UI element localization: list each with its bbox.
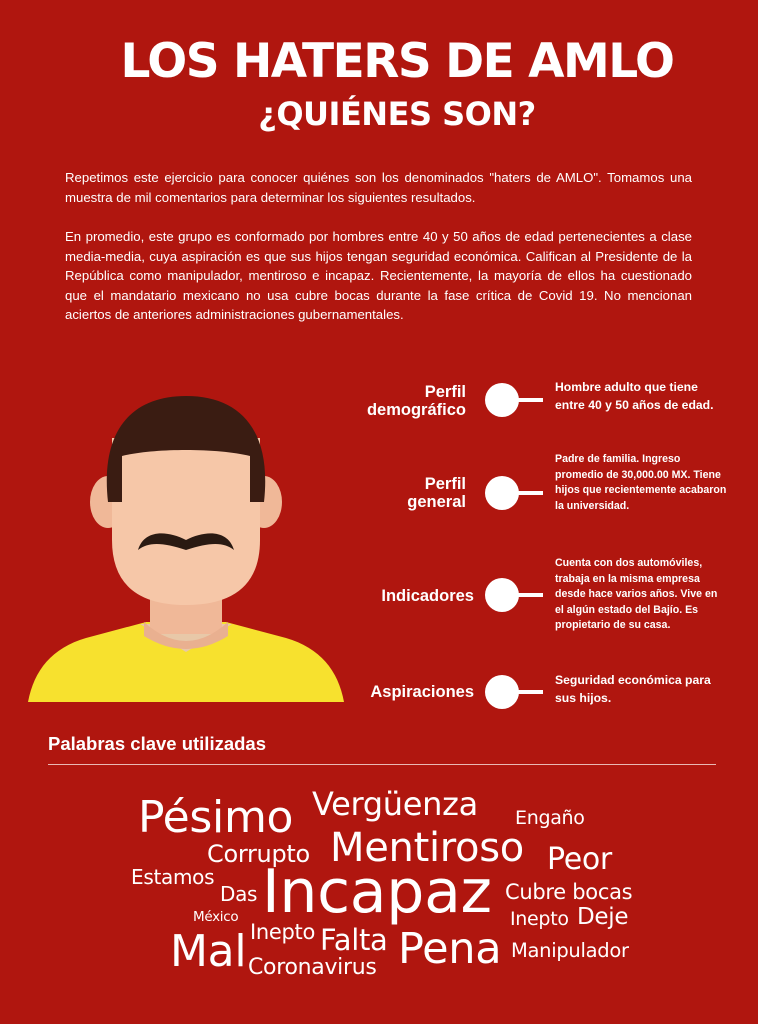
keyword-inepto-1: Inepto <box>510 908 569 930</box>
keyword-incapaz: Incapaz <box>262 857 492 927</box>
keyword-peor: Peor <box>547 842 612 877</box>
keyword-falta: Falta <box>320 923 388 957</box>
keyword-mexico: México <box>193 909 239 925</box>
profile-indicators-marker-icon <box>485 578 543 612</box>
profile-demographic-label-line2: demográfico <box>366 401 466 419</box>
keyword-pesimo: Pésimo <box>138 792 294 843</box>
intro-paragraph-2: En promedio, este grupo es conformado por hombres entre 40 y 50 años de edad pertenecientes a clase media-media, cuya aspiración es que sus hijos tengan seguridad económica. Califican al Presidente de la República como manipulador, mentiroso e incapaz. Recientemente, la mayoría de ellos ha cuestionado que el mandatario mexicano no usa cubre bocas durante la fase crítica de Covid 19. No mencionan aciertos de anteriores administraciones gubernamentales. <box>65 229 692 322</box>
page-title: LOS HATERS DE AMLO <box>120 34 674 89</box>
profile-indicators-label: Indicadores <box>381 587 474 605</box>
keyword-inepto-2: Inepto <box>250 920 316 944</box>
keyword-das: Das <box>220 882 258 906</box>
keyword-coronavirus: Coronavirus <box>248 955 377 980</box>
profile-demographic-marker-icon <box>485 383 543 417</box>
keyword-mal: Mal <box>170 926 247 977</box>
keyword-manipulador: Manipulador <box>511 939 629 962</box>
face-shape <box>112 438 260 605</box>
keyword-verguenza: Vergüenza <box>312 785 478 823</box>
keyword-deje: Deje <box>577 904 629 930</box>
keyword-pena: Pena <box>398 924 502 974</box>
profile-demographic-label-line1: Perfil <box>424 383 466 401</box>
profile-demographic-label <box>306 383 466 419</box>
keywords-divider <box>48 764 716 765</box>
profile-aspirations-description: Seguridad económica para sus hijos. <box>555 673 711 705</box>
profile-aspirations-marker-icon <box>485 675 543 709</box>
profile-general-label <box>306 475 466 511</box>
keywords-heading: Palabras clave utilizadas <box>48 733 267 754</box>
profile-aspirations-label: Aspiraciones <box>370 683 474 701</box>
keyword-cubre-bocas: Cubre bocas <box>505 880 633 904</box>
intro-text <box>65 168 692 345</box>
man-avatar-icon <box>28 390 344 702</box>
profile-indicators-description: Cuenta con dos automóviles, trabaja en la misma empresa desde hace varios años. Vive en el algún estado del Bajío. Es propietario de su casa. <box>555 557 718 631</box>
intro-paragraph-1: Repetimos este ejercicio para conocer quiénes son los denominados "haters de AMLO". Tomamos una muestra de mil comentarios para determinar los siguientes resultados. <box>65 170 692 205</box>
page-subtitle: ¿QUIÉNES SON? <box>258 95 536 133</box>
keyword-mentiroso: Mentiroso <box>330 825 524 871</box>
profile-general-label-line1: Perfil <box>424 475 466 493</box>
profile-general-marker-icon <box>485 476 543 510</box>
keyword-estamos: Estamos <box>131 865 215 889</box>
keyword-corrupto: Corrupto <box>207 840 310 868</box>
profile-general-label-line2: general <box>407 493 466 511</box>
profile-general-description: Padre de familia. Ingreso promedio de 30,000.00 MX. Tiene hijos que recientemente acabaron la universidad. <box>555 453 727 512</box>
profile-demographic-description: Hombre adulto que tiene entre 40 y 50 años de edad. <box>555 380 714 412</box>
keyword-engano: Engaño <box>515 807 585 829</box>
